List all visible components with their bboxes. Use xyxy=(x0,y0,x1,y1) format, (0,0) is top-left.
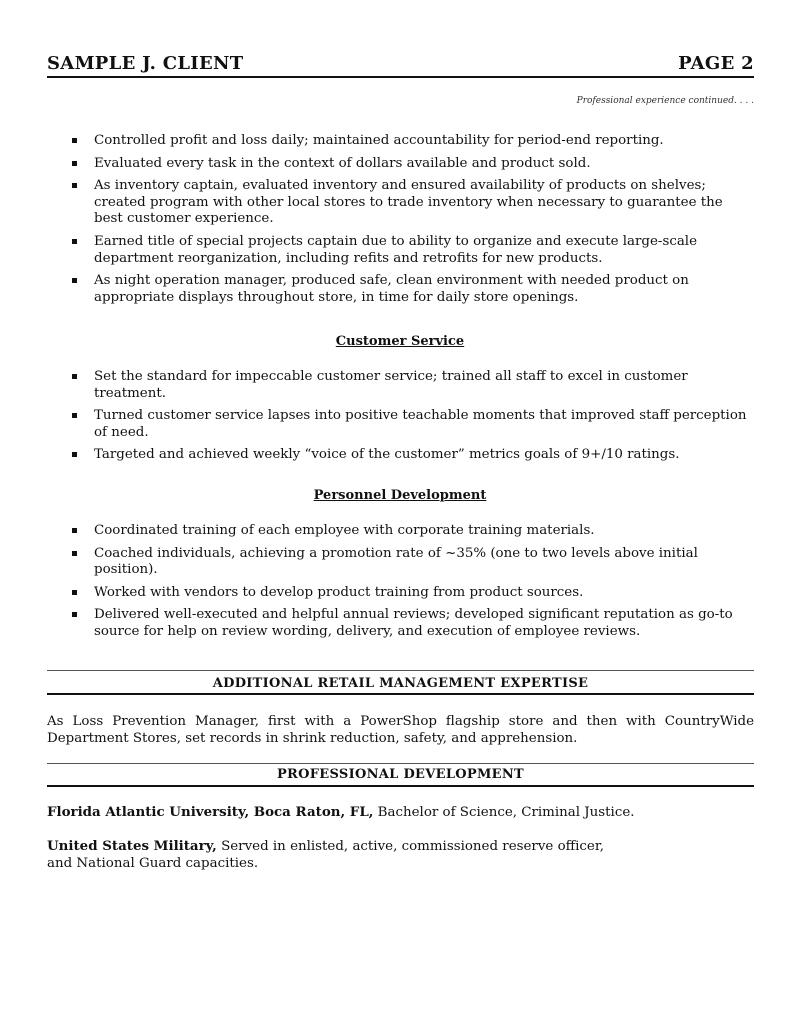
candidate-name: SAMPLE J. CLIENT xyxy=(47,53,244,74)
list-item: As night operation manager, produced safe, clean environment with needed product on appropriate displays throughout store, in time for daily store openings. xyxy=(72,273,752,306)
continued-note: Professional experience continued. . . . xyxy=(576,96,754,106)
list-item: Delivered well-executed and helpful annual reviews; developed significant reputation as go-to source for help on review wording, delivery, and execution of employee reviews. xyxy=(72,607,752,640)
bullet-icon xyxy=(72,161,77,166)
education-entry xyxy=(47,804,754,822)
section-divider xyxy=(47,763,754,764)
bullet-icon xyxy=(72,413,77,418)
list-item: Coordinated training of each employee with corporate training materials. xyxy=(72,523,752,540)
section-divider xyxy=(47,693,754,695)
page-number: PAGE 2 xyxy=(678,53,754,74)
bullet-icon xyxy=(72,590,77,595)
military-service: United States Military, xyxy=(47,838,217,854)
military-detail: Served in enlisted, active, commissioned reserve officer, and National Guard capacities. xyxy=(47,839,605,871)
education-institution: Florida Atlantic University, Boca Raton, FL, xyxy=(47,804,374,820)
bullet-icon xyxy=(72,278,77,283)
customer-service-heading: Customer Service xyxy=(335,334,465,349)
additional-expertise-title: ADDITIONAL RETAIL MANAGEMENT EXPERTISE xyxy=(212,676,589,691)
experience-bullet-list xyxy=(72,133,752,312)
additional-expertise-text: As Loss Prevention Manager, first with a PowerShop flagship store and then with CountryWide Department Stores, set records in shrink reduction, safety, and apprehension. xyxy=(47,714,754,746)
bullet-icon xyxy=(72,551,77,556)
bullet-icon xyxy=(72,183,77,188)
list-item: Coached individuals, achieving a promotion rate of ~35% (one to two levels above initial position). xyxy=(72,546,752,579)
bullet-icon xyxy=(72,452,77,457)
professional-development-title: PROFESSIONAL DEVELOPMENT xyxy=(276,767,525,782)
list-item: Controlled profit and loss daily; maintained accountability for period-end reporting. xyxy=(72,133,752,150)
list-item: Targeted and achieved weekly “voice of the customer” metrics goals of 9+/10 ratings. xyxy=(72,447,752,464)
list-item: Turned customer service lapses into positive teachable moments that improved staff perception of need. xyxy=(72,408,752,441)
military-entry xyxy=(47,838,622,872)
bullet-icon xyxy=(72,239,77,244)
customer-service-bullet-list xyxy=(72,369,752,470)
list-item: Earned title of special projects captain due to ability to organize and execute large-scale department reorganization, including refits and retrofits for new products. xyxy=(72,234,752,267)
bullet-icon xyxy=(72,374,77,379)
personnel-development-bullet-list xyxy=(72,523,752,647)
bullet-icon xyxy=(72,612,77,617)
list-item: As inventory captain, evaluated inventory and ensured availability of products on shelves; created program with other local stores to trade inventory when necessary to guarantee the best customer experience. xyxy=(72,178,752,228)
bullet-icon xyxy=(72,528,77,533)
section-divider xyxy=(47,785,754,787)
bullet-icon xyxy=(72,138,77,143)
list-item: Evaluated every task in the context of dollars available and product sold. xyxy=(72,156,752,173)
education-detail: Bachelor of Science, Criminal Justice. xyxy=(373,805,635,820)
list-item: Worked with vendors to develop product training from product sources. xyxy=(72,585,752,602)
personnel-development-heading: Personnel Development xyxy=(313,488,487,503)
section-divider xyxy=(47,670,754,671)
page-header xyxy=(47,48,754,78)
list-item: Set the standard for impeccable customer service; trained all staff to excel in customer treatment. xyxy=(72,369,752,402)
